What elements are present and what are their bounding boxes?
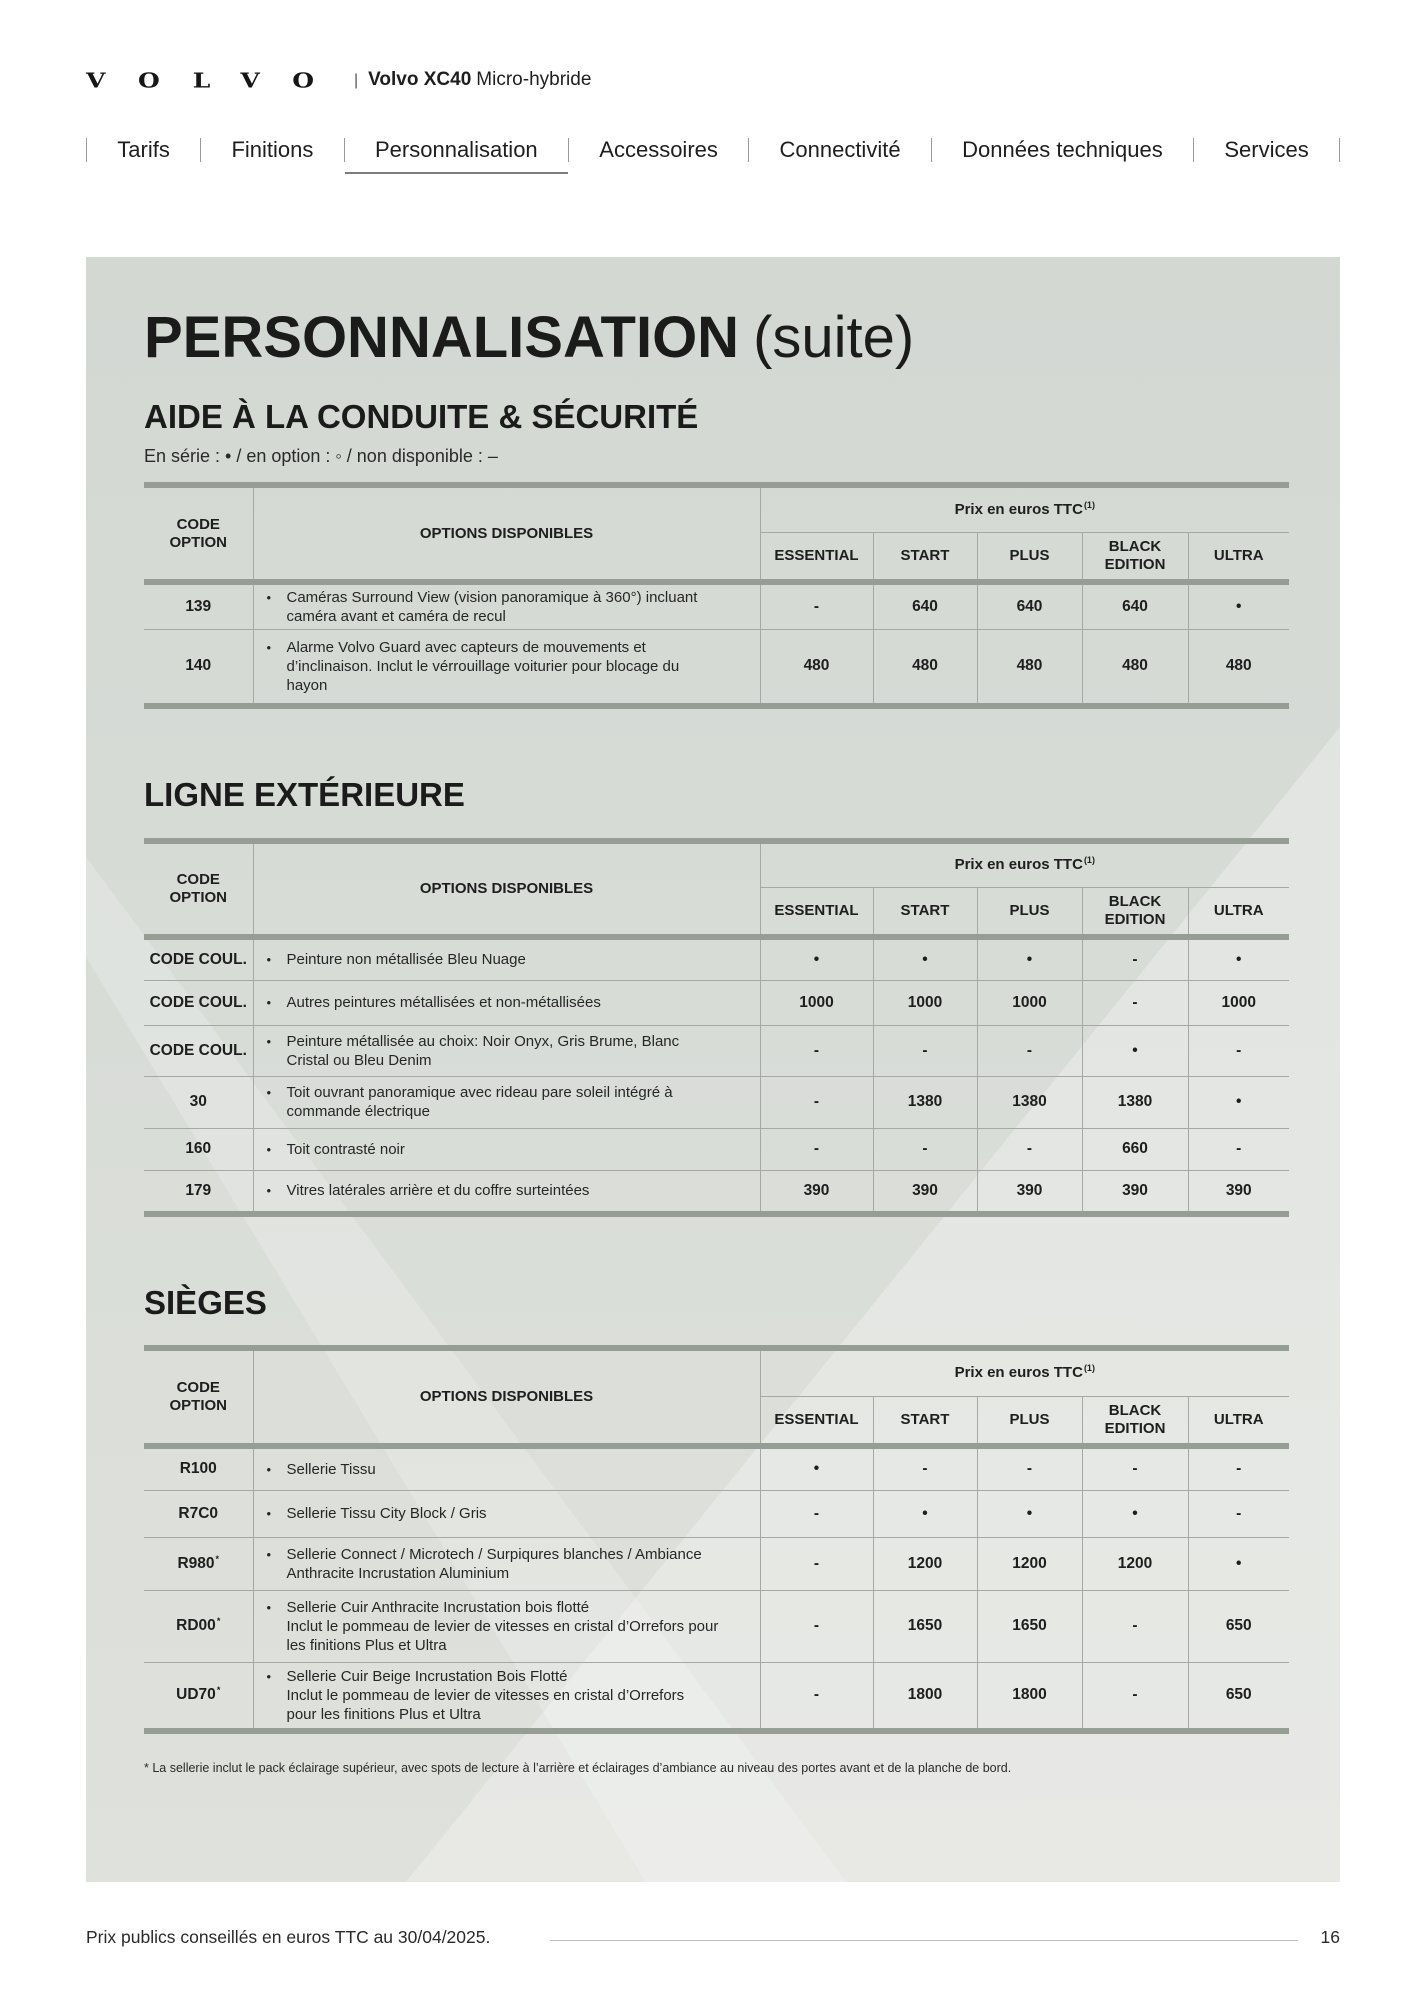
option-code-cell: [144, 1128, 253, 1170]
option-description-cell: [253, 980, 760, 1025]
column-header-black-edition: BLACK EDITION: [1082, 1396, 1188, 1446]
price-plus: 640: [977, 582, 1082, 629]
price-ultra: -: [1188, 1446, 1289, 1490]
option-description-line: d’inclinaison. Inclut le vérrouillage voiturier pour blocage du: [286, 657, 680, 675]
table-row: [144, 1128, 1289, 1170]
page-number: 16: [1320, 1927, 1340, 1947]
model-label: [354, 68, 591, 93]
price-plus: •: [977, 1490, 1082, 1537]
price-black-edition: 640: [1082, 582, 1188, 629]
price-plus: 1800: [977, 1662, 1082, 1731]
option-code-cell: [144, 1025, 253, 1076]
option-code-cell: [144, 937, 253, 980]
list-bullet: •: [266, 1033, 272, 1049]
option-code: RD00: [176, 1617, 216, 1634]
option-description-cell: [253, 1170, 760, 1214]
option-code-cell: [144, 980, 253, 1025]
price-header-label: Prix en euros TTC: [954, 500, 1083, 518]
code-option-header: CODE OPTION: [144, 1348, 253, 1446]
price-header: [760, 1348, 1289, 1396]
option-code-cell: [144, 629, 253, 706]
option-code: 139: [185, 597, 212, 615]
option-description-cell: [253, 1590, 760, 1662]
options-header: OPTIONS DISPONIBLES: [253, 1348, 760, 1446]
price-header-note: (1): [1083, 855, 1095, 866]
option-description-line: pour les finitions Plus et Ultra: [286, 1705, 481, 1723]
options-header: OPTIONS DISPONIBLES: [253, 485, 760, 582]
model-variant: Micro-hybride: [476, 69, 592, 90]
option-description-line: Caméras Surround View (vision panoramique à 360°) incluant: [286, 588, 698, 606]
options-table-sieges: [144, 1345, 1289, 1734]
price-plus: 1200: [977, 1537, 1082, 1590]
option-description-line: commande électrique: [286, 1103, 430, 1120]
list-bullet: •: [266, 1599, 272, 1615]
table-row: [144, 937, 1289, 980]
nav-tab-finitions[interactable]: Finitions: [231, 137, 314, 162]
list-bullet: •: [266, 1085, 272, 1100]
price-black-edition: 480: [1082, 629, 1188, 706]
model-name: Volvo XC40: [368, 69, 472, 90]
table-header: [144, 485, 1289, 582]
price-black-edition: •: [1082, 1025, 1188, 1076]
option-code: UD70: [176, 1686, 216, 1704]
table-row: [144, 1076, 1289, 1128]
price-essential: -: [760, 1076, 873, 1128]
option-description-cell: [253, 1025, 760, 1076]
price-header-label: Prix en euros TTC: [954, 1364, 1083, 1382]
list-bullet: •: [266, 1546, 272, 1562]
table-row: [144, 629, 1289, 706]
list-bullet: •: [266, 1668, 272, 1684]
table-row: [144, 582, 1289, 629]
price-header-note: (1): [1083, 1363, 1095, 1374]
price-essential: -: [760, 1662, 873, 1731]
availability-legend: En série : • / en option : ◦ / non disponible : –: [144, 446, 498, 466]
table-row: [144, 1170, 1289, 1214]
price-start: •: [873, 937, 977, 980]
table-header: [144, 1348, 1289, 1446]
price-ultra: -: [1188, 1490, 1289, 1537]
column-header-plus: PLUS: [977, 887, 1082, 937]
nav-tab-services[interactable]: Services: [1224, 137, 1309, 162]
table-row: [144, 1025, 1289, 1076]
option-description-line: Anthracite Incrustation Aluminium: [286, 1564, 510, 1582]
price-black-edition: 660: [1082, 1128, 1188, 1170]
price-essential: -: [760, 1490, 873, 1537]
section-heading-ligne-exterieure: LIGNE EXTÉRIEURE: [144, 776, 465, 813]
option-code: CODE COUL.: [149, 993, 247, 1011]
option-code-note: *: [216, 1685, 221, 1696]
price-essential: 390: [760, 1170, 873, 1214]
price-ultra: •: [1188, 1537, 1289, 1590]
section-heading-aide-conduite: AIDE À LA CONDUITE & SÉCURITÉ: [144, 398, 699, 435]
code-option-header: CODE OPTION: [144, 485, 253, 582]
price-essential: 480: [760, 629, 873, 706]
price-start: 1800: [873, 1662, 977, 1731]
price-essential: -: [760, 582, 873, 629]
option-code-cell: [144, 1446, 253, 1490]
price-ultra: 480: [1188, 629, 1289, 706]
option-description-line: Autres peintures métallisées et non-métallisées: [286, 994, 601, 1011]
price-essential: -: [760, 1590, 873, 1662]
option-code: CODE COUL.: [149, 1041, 247, 1059]
list-bullet: •: [266, 952, 272, 968]
price-ultra: 1000: [1188, 980, 1289, 1025]
footer-text: Prix publics conseillés en euros TTC au 30/04/2025.: [86, 1927, 491, 1947]
price-plus: 1650: [977, 1590, 1082, 1662]
option-code: 140: [185, 657, 212, 675]
option-code-note: *: [216, 1616, 221, 1626]
price-header: [760, 485, 1289, 532]
price-plus: 1380: [977, 1076, 1082, 1128]
option-description-cell: [253, 1076, 760, 1128]
option-description-line: Peinture non métallisée Bleu Nuage: [286, 951, 526, 969]
option-description-line: Sellerie Cuir Anthracite Incrustation bois flotté: [286, 1598, 590, 1616]
option-code-cell: [144, 1662, 253, 1731]
price-plus: 1000: [977, 980, 1082, 1025]
price-start: -: [873, 1446, 977, 1490]
column-header-ultra: ULTRA: [1188, 887, 1289, 937]
price-start: 1000: [873, 980, 977, 1025]
price-essential: 1000: [760, 980, 873, 1025]
column-header-essential: ESSENTIAL: [760, 532, 873, 582]
price-plus: -: [977, 1446, 1082, 1490]
price-black-edition: -: [1082, 1590, 1188, 1662]
option-description-line: caméra avant et caméra de recul: [286, 607, 506, 625]
column-header-start: START: [873, 1396, 977, 1446]
price-start: 480: [873, 629, 977, 706]
option-description-line: Inclut le pommeau de levier de vitesses en cristal d’Orrefors pour: [286, 1617, 719, 1635]
price-plus: 390: [977, 1170, 1082, 1214]
price-ultra: •: [1188, 1076, 1289, 1128]
nav-tab-tarifs[interactable]: Tarifs: [117, 137, 170, 162]
option-code-cell: [144, 1076, 253, 1128]
list-bullet: •: [266, 1461, 272, 1477]
table-header-row: [144, 485, 1289, 532]
option-description-line: Alarme Volvo Guard avec capteurs de mouvements et: [286, 638, 646, 656]
price-essential: •: [760, 1446, 873, 1490]
nav-tab-donnees-techniques[interactable]: Données techniques: [962, 137, 1163, 162]
list-bullet: •: [266, 1183, 272, 1199]
price-ultra: 390: [1188, 1170, 1289, 1214]
column-header-start: START: [873, 532, 977, 582]
option-description-cell: [253, 629, 760, 706]
option-description-line: Sellerie Tissu: [286, 1460, 376, 1478]
volvo-logo: VOLVO: [86, 68, 348, 93]
option-description-line: Sellerie Tissu City Block / Gris: [286, 1505, 487, 1522]
table-row: [144, 1590, 1289, 1662]
footer-divider: [550, 1940, 1298, 1941]
price-essential: •: [760, 937, 873, 980]
table-body: [144, 1446, 1289, 1731]
price-black-edition: -: [1082, 980, 1188, 1025]
table-row: [144, 1490, 1289, 1537]
price-black-edition: 1380: [1082, 1076, 1188, 1128]
option-code-cell: [144, 1590, 253, 1662]
option-description-line: les finitions Plus et Ultra: [286, 1636, 447, 1654]
price-ultra: •: [1188, 582, 1289, 629]
option-code-note: *: [215, 1553, 220, 1564]
column-header-black-edition: BLACK EDITION: [1082, 887, 1188, 937]
option-description-line: Toit ouvrant panoramique avec rideau pare soleil intégré à: [286, 1084, 673, 1101]
price-ultra: -: [1188, 1128, 1289, 1170]
price-start: •: [873, 1490, 977, 1537]
column-header-ultra: ULTRA: [1188, 532, 1289, 582]
price-black-edition: •: [1082, 1490, 1188, 1537]
price-black-edition: -: [1082, 937, 1188, 980]
price-black-edition: -: [1082, 1662, 1188, 1731]
option-description-line: hayon: [286, 676, 328, 694]
option-description-cell: [253, 1446, 760, 1490]
option-description-line: Cristal ou Bleu Denim: [286, 1051, 432, 1069]
option-code: 30: [189, 1093, 207, 1110]
list-bullet: •: [266, 1506, 272, 1521]
table-header-row: [144, 841, 1289, 887]
price-ultra: •: [1188, 937, 1289, 980]
main-nav: [86, 128, 1340, 174]
list-bullet: •: [266, 1141, 272, 1157]
option-description-cell: [253, 937, 760, 980]
option-description-line: Vitres latérales arrière et du coffre surteintées: [286, 1182, 590, 1200]
price-header-note: (1): [1083, 499, 1095, 510]
option-description-cell: [253, 1490, 760, 1537]
page-title-suffix: (suite): [753, 305, 915, 370]
option-code: R7C0: [178, 1504, 219, 1522]
price-ultra: 650: [1188, 1662, 1289, 1731]
option-code: R100: [179, 1460, 217, 1478]
price-start: -: [873, 1025, 977, 1076]
table-row: [144, 1662, 1289, 1731]
code-option-header: CODE OPTION: [144, 841, 253, 937]
nav-tab-personnalisation[interactable]: Personnalisation: [345, 128, 568, 174]
price-start: 1650: [873, 1590, 977, 1662]
table-header: [144, 841, 1289, 937]
price-plus: •: [977, 937, 1082, 980]
price-start: 640: [873, 582, 977, 629]
option-description-cell: [253, 1662, 760, 1731]
column-header-start: START: [873, 887, 977, 937]
list-bullet: •: [266, 995, 272, 1010]
option-code: 160: [185, 1140, 212, 1157]
price-start: 390: [873, 1170, 977, 1214]
model-separator: |: [354, 72, 359, 89]
option-code-cell: [144, 1170, 253, 1214]
column-header-plus: PLUS: [977, 532, 1082, 582]
list-bullet: •: [266, 639, 272, 655]
option-description-line: Inclut le pommeau de levier de vitesses en cristal d’Orrefors: [286, 1686, 685, 1704]
option-code-cell: [144, 1490, 253, 1537]
option-code: CODE COUL.: [149, 950, 247, 968]
column-header-plus: PLUS: [977, 1396, 1082, 1446]
footnote: * La sellerie inclut le pack éclairage supérieur, avec spots de lecture à l’arrière et éclairages d’ambiance au niveau des portes avant et de la planche de bord.: [144, 1761, 1012, 1775]
section-heading-sieges: SIÈGES: [144, 1284, 267, 1321]
table-header-row: [144, 1348, 1289, 1396]
table-body: [144, 582, 1289, 706]
price-start: 1380: [873, 1076, 977, 1128]
option-code-cell: [144, 582, 253, 629]
price-plus: -: [977, 1025, 1082, 1076]
nav-tab-accessoires[interactable]: Accessoires: [599, 137, 718, 162]
price-essential: -: [760, 1128, 873, 1170]
price-ultra: 650: [1188, 1590, 1289, 1662]
list-bullet: •: [266, 589, 272, 605]
option-code: 179: [185, 1181, 212, 1199]
option-description-line: Peinture métallisée au choix: Noir Onyx, Gris Brume, Blanc: [286, 1032, 680, 1050]
price-start: 1200: [873, 1537, 977, 1590]
column-header-essential: ESSENTIAL: [760, 1396, 873, 1446]
option-description-line: Sellerie Cuir Beige Incrustation Bois Flotté: [286, 1667, 568, 1685]
options-header: OPTIONS DISPONIBLES: [253, 841, 760, 937]
option-description-line: Sellerie Connect / Microtech / Surpiqures blanches / Ambiance: [286, 1545, 702, 1563]
price-header: [760, 841, 1289, 887]
options-table-ligne-exterieure: [144, 838, 1289, 1217]
price-black-edition: 390: [1082, 1170, 1188, 1214]
price-plus: 480: [977, 629, 1082, 706]
option-description-line: Toit contrasté noir: [286, 1140, 405, 1158]
price-essential: -: [760, 1025, 873, 1076]
option-description-cell: [253, 1128, 760, 1170]
price-black-edition: 1200: [1082, 1537, 1188, 1590]
nav-separator: [1339, 138, 1340, 162]
price-plus: -: [977, 1128, 1082, 1170]
options-table-aide-conduite: [144, 482, 1289, 709]
table-row: [144, 1446, 1289, 1490]
option-code-cell: [144, 1537, 253, 1590]
column-header-black-edition: BLACK EDITION: [1082, 532, 1188, 582]
nav-tab-connectivite[interactable]: Connectivité: [779, 137, 901, 162]
price-black-edition: -: [1082, 1446, 1188, 1490]
table-row: [144, 980, 1289, 1025]
option-code: R980: [177, 1554, 215, 1572]
price-start: -: [873, 1128, 977, 1170]
table-body: [144, 937, 1289, 1214]
page-title: [144, 305, 915, 370]
table-row: [144, 1537, 1289, 1590]
column-header-essential: ESSENTIAL: [760, 887, 873, 937]
price-header-label: Prix en euros TTC: [954, 856, 1083, 874]
price-ultra: -: [1188, 1025, 1289, 1076]
page-title-main: PERSONNALISATION: [144, 305, 740, 370]
price-essential: -: [760, 1537, 873, 1590]
option-description-cell: [253, 1537, 760, 1590]
column-header-ultra: ULTRA: [1188, 1396, 1289, 1446]
option-description-cell: [253, 582, 760, 629]
